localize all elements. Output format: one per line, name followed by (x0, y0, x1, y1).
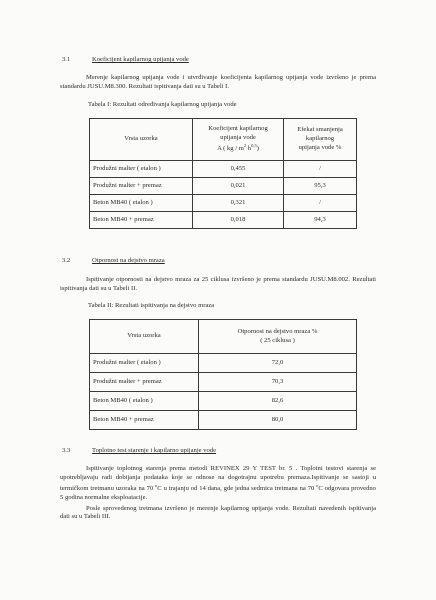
table-row: Produžni malter ( etalon ) 0,455 / (90, 161, 357, 178)
table-row: Beton MB40 + premaz 80,0 (90, 411, 357, 430)
section-number: 3.3 (62, 447, 71, 454)
table-row: Produžni malter ( etalon ) 72,0 (90, 354, 357, 373)
header-cell: Vrsta uzorka (90, 320, 199, 354)
header-cell: Otpornost na dejstvo mraza % ( 25 ciklusa ) (199, 320, 357, 354)
table-row: Beton MB40 ( etalon ) 0,321 / (90, 195, 357, 212)
table-row: Beton MB40 ( etalon ) 82,6 (90, 392, 357, 411)
section-title: Otpornost na dejstvo mraza (92, 257, 165, 264)
header-cell: Koeficijent kapilarnog upijanja vode A ( kg / $m^2$ $h^{0,5}$) (193, 119, 284, 161)
table-row: Produžni malter + premaz 0,021 95,3 (90, 178, 357, 195)
table-row: Produžni malter + premaz 70,3 (90, 373, 357, 392)
table-caption: Tabela I: Rezultati određivanja kapilarnog upijanja vode (88, 101, 237, 108)
table-header-row (90, 119, 357, 161)
section-number: 3.1 (62, 56, 71, 63)
header-cell: Efekat smanjenja kapilarnog upijanja vode % (284, 119, 357, 161)
section-paragraph: Ispitivanje toplotnog starenja prema metodi REVINEX 29 Y TEST br. 5 . Toplotni testovi starenja se upotrebljavaju radi dobijanja podataka koje se odnose na dogotrajnu upotrebu premaza.Ispitivanje se sastoji u termičkom tretmanu uzoraka na 70 $^o$C u trajanju od 14 dana, gde jedna sedmica tretmana na 70 $^o$C odgovara provedno 5 godina normalne eksploatacije. Posle sprovedenog tretmana izvršeno je merenje kapilarnog upijanja vode. Rezultati navedenih ispitivanja dati su u Tabeli III. (60, 465, 376, 521)
table-header-row (90, 320, 357, 354)
table-frost-resistance (89, 319, 357, 430)
section-title: Koeficijent kapilarnog upijanja vode (92, 56, 189, 63)
table-capillary-absorption (89, 118, 357, 229)
header-cell: Vrsta uzorka (90, 119, 193, 161)
section-number: 3.2 (62, 257, 71, 264)
section-title: Toplotno test starenje i kapilarno upijanje vode (92, 447, 217, 454)
section-paragraph: Merenje kapilarnog upijanja vode i utvrđivanje koeficijenta kapilarnog upijanja vode izvršeno je prema standardu JUSU.M8.300. Rezultati ispitivanja dati su u Tabeli I. (60, 74, 376, 90)
table-row: Beton MB40 + premaz 0,018 94,3 (90, 212, 357, 229)
table-caption: Tabela II: Rezultati ispitivanja na dejstvo mraza (88, 302, 215, 309)
section-paragraph: Ispitivanje otpornosti na dejstvo mraza za 25 ciklusa izvršeno je prema standardu JUSU.M8.002. Rezultati ispitivanja dati su u Tabeli II. (60, 276, 376, 292)
